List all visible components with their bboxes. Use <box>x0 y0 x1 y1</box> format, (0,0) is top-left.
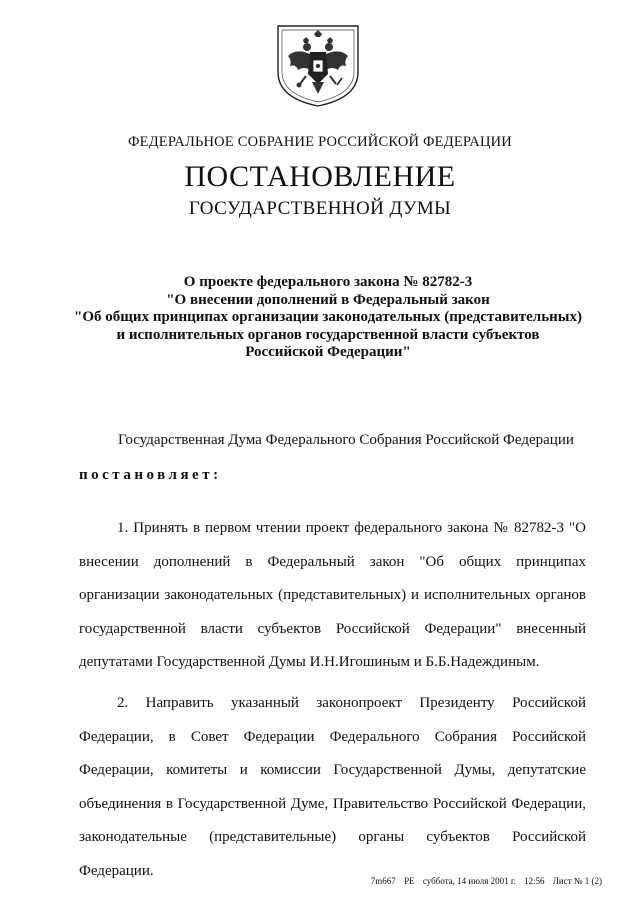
item-text: 1. Принять в первом чтении проект федерального закона № 82782-3 "О внесении дополнений в Федеральный закон "Об общих принципах организации законодательных (представительных) и исполнительных органов государственной власти субъектов Российской Федерации" внесенный депутатами Государственной Думы И.Н.Игошиным и Б.Б.Надеждиным. <box>79 520 586 670</box>
subject-line: Российской Федерации" <box>245 344 411 360</box>
subject-line: "О внесении дополнений в Федеральный закон <box>166 291 490 308</box>
item-text: 2. Направить указанный законопроект Президенту Российской Федерации, в Совет Федерации Федерального Собрания Российской Федерации, комитеты и комиссии Государственной Думы, депутатские объединения в Государственной Думе, Правительство Российской Федерации, законодательные (представительные) органы субъектов Российской Федерации. <box>79 695 586 879</box>
footer-date: суббота, 14 июля 2001 г. <box>422 876 516 886</box>
issuer-title: ГОСУДАРСТВЕННОЙ ДУМЫ <box>188 198 452 219</box>
footer-time: 12:56 <box>524 876 545 886</box>
footer-code: 7m667 <box>370 876 396 886</box>
subject-line: и исполнительных органов государственной власти субъектов <box>116 326 540 343</box>
subject-line: "Об общих принципах организации законодательных (представительных) <box>74 309 582 325</box>
page-footer <box>365 876 602 886</box>
decrees-word: постановляет: <box>79 467 222 483</box>
resolution-item-2 <box>79 687 586 888</box>
document-type-title: ПОСТАНОВЛЕНИЕ <box>184 160 456 193</box>
document-subject <box>60 274 596 362</box>
subject-line: О проекте федерального закона № 82782-3 <box>183 274 473 290</box>
preamble: Государственная Дума Федерального Собрания Российской Федерации <box>118 432 574 448</box>
footer-lang: PE <box>404 876 415 886</box>
resolution-item-1 <box>79 512 586 680</box>
double-headed-eagle-icon <box>270 22 366 108</box>
parliament-name: ФЕДЕРАЛЬНОЕ СОБРАНИЕ РОССИЙСКОЙ ФЕДЕРАЦИИ <box>128 134 512 150</box>
footer-sheet: Лист № 1 (2) <box>552 876 602 886</box>
